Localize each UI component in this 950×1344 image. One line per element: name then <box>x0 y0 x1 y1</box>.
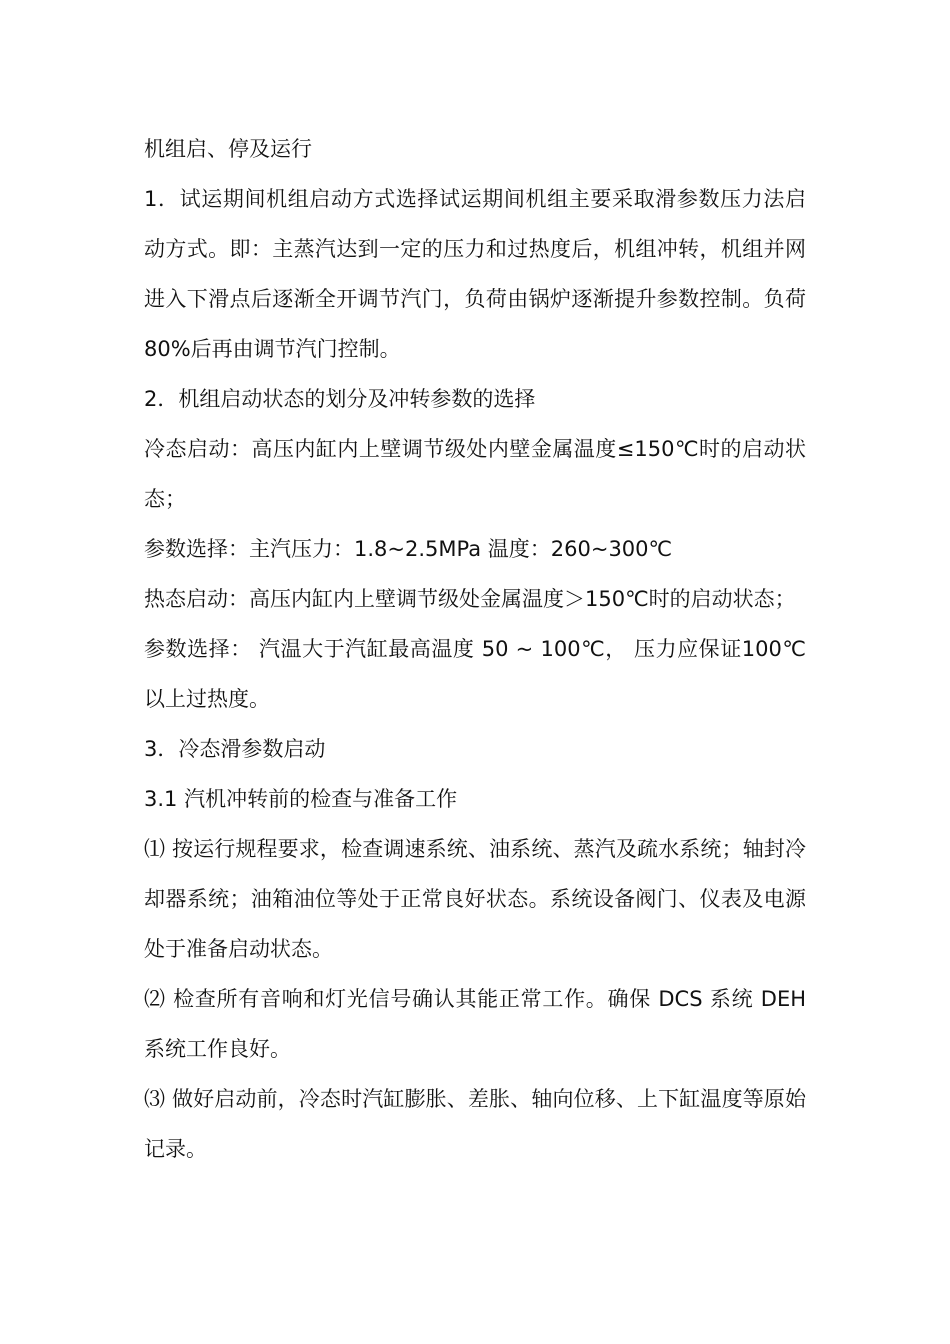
paragraph-heading-2: 2．机组启动状态的划分及冲转参数的选择 <box>144 387 536 411</box>
paragraph-cold-params: 参数选择：主汽压力：1.8~2.5MPa 温度：260~300℃ <box>144 537 673 561</box>
list-item-3: ⑶ 做好启动前，冷态时汽缸膨胀、差胀、轴向位移、上下缸温度等原始记录。 <box>144 1087 806 1161</box>
paragraph-heading-3-1: 3.1 汽机冲转前的检查与准备工作 <box>144 787 458 811</box>
list-item-1: ⑴ 按运行规程要求，检查调速系统、油系统、蒸汽及疏水系统；轴封冷却器系统；油箱油位等处于正常良好状态。系统设备阀门、仪表及电源处于准备启动状态。 <box>144 837 806 961</box>
list-item-2: ⑵ 检查所有音响和灯光信号确认其能正常工作。确保 DCS 系统 DEH 系统工作良好。 <box>144 987 806 1061</box>
document-body <box>144 124 806 1174</box>
paragraph-cold-start: 冷态启动：高压内缸内上壁调节级处内壁金属温度≤150℃时的启动状态； <box>144 437 806 511</box>
section-heading: 机组启、停及运行 <box>144 137 312 161</box>
paragraph-startup-method: 1．试运期间机组启动方式选择试运期间机组主要采取滑参数压力法启动方式。即：主蒸汽达到一定的压力和过热度后，机组冲转，机组并网进入下滑点后逐渐全开调节汽门，负荷由锅炉逐渐提升参数控制。负荷80%后再由调节汽门控制。 <box>144 187 806 361</box>
paragraph-heading-3: 3．冷态滑参数启动 <box>144 737 326 761</box>
paragraph-hot-start: 热态启动：高压内缸内上壁调节级处金属温度＞150℃时的启动状态； <box>144 587 796 611</box>
paragraph-hot-params: 参数选择： 汽温大于汽缸最高温度 50 ~ 100℃， 压力应保证100℃以上过热度。 <box>144 637 806 711</box>
